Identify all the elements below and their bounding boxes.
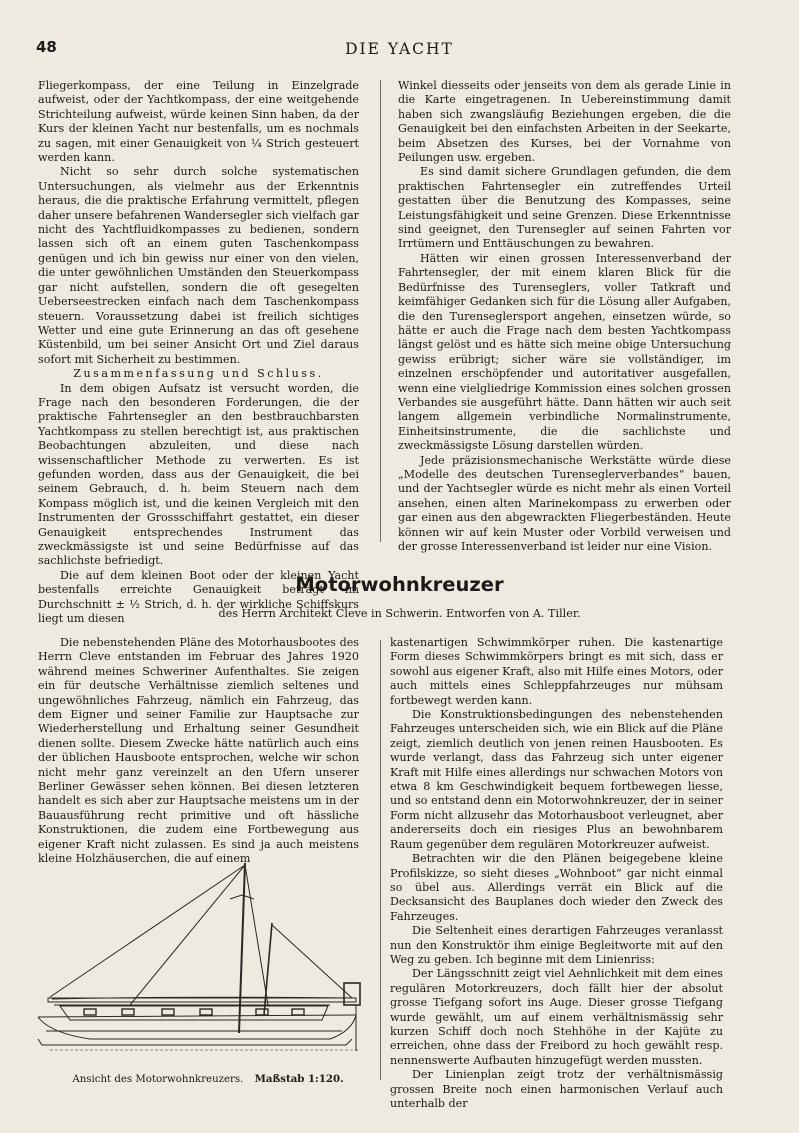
running-title: DIE YACHT [345, 40, 454, 58]
paragraph: Die nebenstehenden Pläne des Motorhausbootes des Herrn Cleve entstanden im Februar des Jahres 1920 während meines Schweriner Aufenthaltes. Sie zeigen ein für deutsche Verhältnisse ziemlich seltenes und ungewöhnliches Fahrzeug, nämlich ein Fahrzeug, das dem Eigner und seiner Familie zur Hauptsache zur Wiederherstellung und Erhaltung seiner Gesundheit dienen sollte. Diesem Zwecke hätte natürlich auch eins der üblichen Hausboote entsprochen, welche wir schon nicht mehr ganz vereinzelt an den Ufern unserer Berliner Gewässer sehen können. Bei diesen letzteren handelt es sich aber zur Hauptsache meistens um in der Bauausführung recht primitive und oft hässliche Konstruktionen, die zudem eine Fortbewegung aus eigener Kraft nicht zulassen. Es sind ja auch meistens kleine Holzhäuserchen, die auf einem [38, 636, 359, 866]
paragraph: kastenartigen Schwimmkörper ruhen. Die kastenartige Form dieses Schwimmkörpers bringt es mit sich, dass er sowohl aus eigener Kraft, also mit Hilfe eines Motors, oder auch mittels eines Schleppfahrzeuges nur mühsam fortbewegt werden kann. [390, 636, 723, 707]
caption-text: Ansicht des Motorwohnkreuzers. [72, 1074, 244, 1085]
paragraph: Hätten wir einen grossen Interessenverband der Fahrtensegler, der mit einem klaren Blick für die Bedürfnisse des Turenseglers, voller Tatkraft und keimfähiger Gedanken sich für die Lösung aller Aufgaben, die den Turensеglersport angehen, einsetzen würde, so hätte er auch die Frage nach dem besten Yachtkompass längst gelöst und es hätte sich meine obige Untersuchung gewiss erübrigt; sicher wäre sie vollständiger, im einzelnen erschöpfender und autoritativer ausgefallen, wenn eine vielgliedrige Kommission eines solchen grossen Verbandes sie ausgeführt hätte. Dann hätten wir auch seit langem allgemein verbindliche Normalinstrumente, Einheitsinstrumente, die die sachlichste und zweckmässigste Lösung darstellen würden. [398, 251, 731, 453]
paragraph: Nicht so sehr durch solche systematischen Untersuchungen, als vielmehr aus der Erkenntnis heraus, die die praktische Erfahrung vermittelt, pflegen daher unsere befahrenen Wandersegler sich vielfach gar nicht des Yachtfluidkompasses zu bedienen, sondern lassen sich oft an einem guten Taschenkompass genügen und ich bin gewiss nur einer von den vielen, die unter gewöhnlichen Umständen den Steuerkompass gar nicht aufstellen, sondern die oft gesegelten Uebersеestrecken einfach nach dem Taschenkompass steuern. Voraussetzung dabei ist freilich sichtiges Wetter und eine gute Erinnerung an das oft gesehene Küstenbild, um bei seiner Ansicht Ort und Ziel daraus sofort mit Sicherheit zu bestimmen. [38, 165, 359, 366]
page-number: 48 [36, 38, 57, 56]
top-right-column [398, 79, 731, 554]
section-heading: Zusammenfassung und Schluss. [73, 367, 324, 381]
paragraph: Der Linienplan zeigt trotz der verhältnismässig grossen Breite noch einen harmonischen Verlauf auch unterhalb der [390, 1068, 723, 1110]
figure-caption [38, 1073, 378, 1085]
paragraph: Betrachten wir die den Plänen beigegebene kleine Profilskizze, so sieht dieses „Wohnboot“ gar nicht einmal so übel aus. Allerdings verrät ein Blick auf die Decksansicht des Bauplanes doch wieder den Zweck des Fahrzeuges. [390, 852, 723, 923]
column-divider [380, 640, 381, 1080]
caption-scale: Maßstab 1:120. [254, 1073, 344, 1085]
paragraph: Jede präzisionsmechanische Werkstätte würde diese „Modelle des deutschen Turenseglerverbandes“ bauen, und der Yachtsegler würde es nicht mehr als einen Vorteil ansehen, einen alten Marinekompass zu erwerben oder gar einen aus den abgewrackten Fliegerbeständen. Heute können wir auf kein Muster oder Vorbild verweisen und der grosse Interessenverband ist leider nur eine Vision. [398, 453, 731, 553]
article-title: Motorwohnkreuzer [295, 573, 504, 596]
paragraph: Fliegerkompass, der eine Teilung in Einzelgrade aufweist, oder der Yachtkompass, der eine weitgehende Strichteilung aufweist, würde keinen Sinn haben, da der Kurs der kleinen Yacht nur bestenfalls, um es nochmals zu sagen, mit einer Genauigkeit von ¼ Strich gesteuert werden kann. [38, 79, 359, 165]
paragraph: Winkel diesseits oder jenseits von dem als gerade Linie in die Karte eingetragenen. In Uebereinstimmung damit haben sich zwangsläufig Beziehungen ergeben, die die Genauigkeit bei den einfachsten Arbeiten in der Seekarte, beim Absetzen des Kurses, bei der Vornahme von Peilungen usw. ergeben. [398, 79, 731, 165]
paragraph: Die auf dem kleinen Boot oder der kleinen Yacht bestenfalls erreichte Genauigkeit beträgt im Durchschnitt ± ½ Strich, d. h. der wirkliche Schiffskurs liegt um diesen [38, 568, 359, 626]
bottom-right-column [390, 636, 723, 1111]
paragraph: In dem obigen Aufsatz ist versucht worden, die Frage nach den besonderen Forderungen, die der praktische Fahrtensegler an den bestbrauchbarsten Yachtkompass zu stellen berechtigt ist, aus praktischen Beobachtungen abzuleiten, und diese nach wissenschaftlicher Methode zu verwerten. Es ist gefunden worden, dass aus der Genauigkeit, die bei seinem Gebrauch, d. h. beim Steuern nach dem Kompass möglich ist, und die keinen Vergleich mit den Instrumenten der Grossschiffahrt gestattet, ein dieser Genauigkeit entsprechendes Instrument das zweckmässigste ist und seine Bedürfnisse auf das sachlichste befriedigt. [38, 381, 359, 568]
paragraph: Es sind damit sichere Grundlagen gefunden, die dem praktischen Fahrtensegler ein zutreffendes Urteil gestatten über die Benutzung des Kompasses, seine Leistungsfähigkeit und seine Grenzen. Diese Erkenntnisse sind geeignet, den Turensegler auf seinen Fahrten vor Irrtümern und Enttäuschungen zu bewahren. [398, 165, 731, 251]
paragraph: Der Längsschnitt zeigt viel Aehnlichkeit mit dem eines regulären Motorkreuzers, doch fällt hier der absolut grosse Tiefgang sofort ins Auge. Dieser grosse Tiefgang wurde gewählt, um auf einem verhältnismässig sehr kurzen Schiff doch noch Stehhöhe in der Kajüte zu erreichen, ohne dass der Freibord zu hoch gewählt resp. nennenswerte Aufbauten hinzugefügt werden mussten. [390, 967, 723, 1067]
bottom-left-column [38, 636, 359, 867]
boat-profile-drawing [30, 855, 364, 1065]
column-divider [380, 80, 381, 542]
top-left-column [38, 79, 359, 626]
paragraph: Die Konstruktionsbedingungen des nebenstehenden Fahrzeuges unterscheiden sich, wie ein Blick auf die Pläne zeigt, ziemlich deutlich von jenen reinen Hausbooten. Es wurde verlangt, dass das Fahrzeug sich unter eigener Kraft mit Hilfe eines allerdings nur schwachen Motors von etwa 8 km Geschwindigkeit bequem fortbewegen liesse, und so entstand denn ein Motorwohnkreuzer, der in seiner Form nicht allzusehr das Motorhausboot verleugnet, aber andererseits doch ein riesiges Plus an bewohnbarem Raum gegenüber dem regulären Motorkreuzer aufweist. [390, 708, 723, 851]
article-byline: des Herrn Architekt Cleve in Schwerin. Entworfen von A. Tiller. [218, 607, 581, 620]
paragraph: Die Seltenheit eines derartigen Fahrzeuges veranlasst nun den Konstruktör ihm einige Begleitworte mit auf den Weg zu geben. Ich beginne mit dem Linienriss: [390, 924, 723, 966]
